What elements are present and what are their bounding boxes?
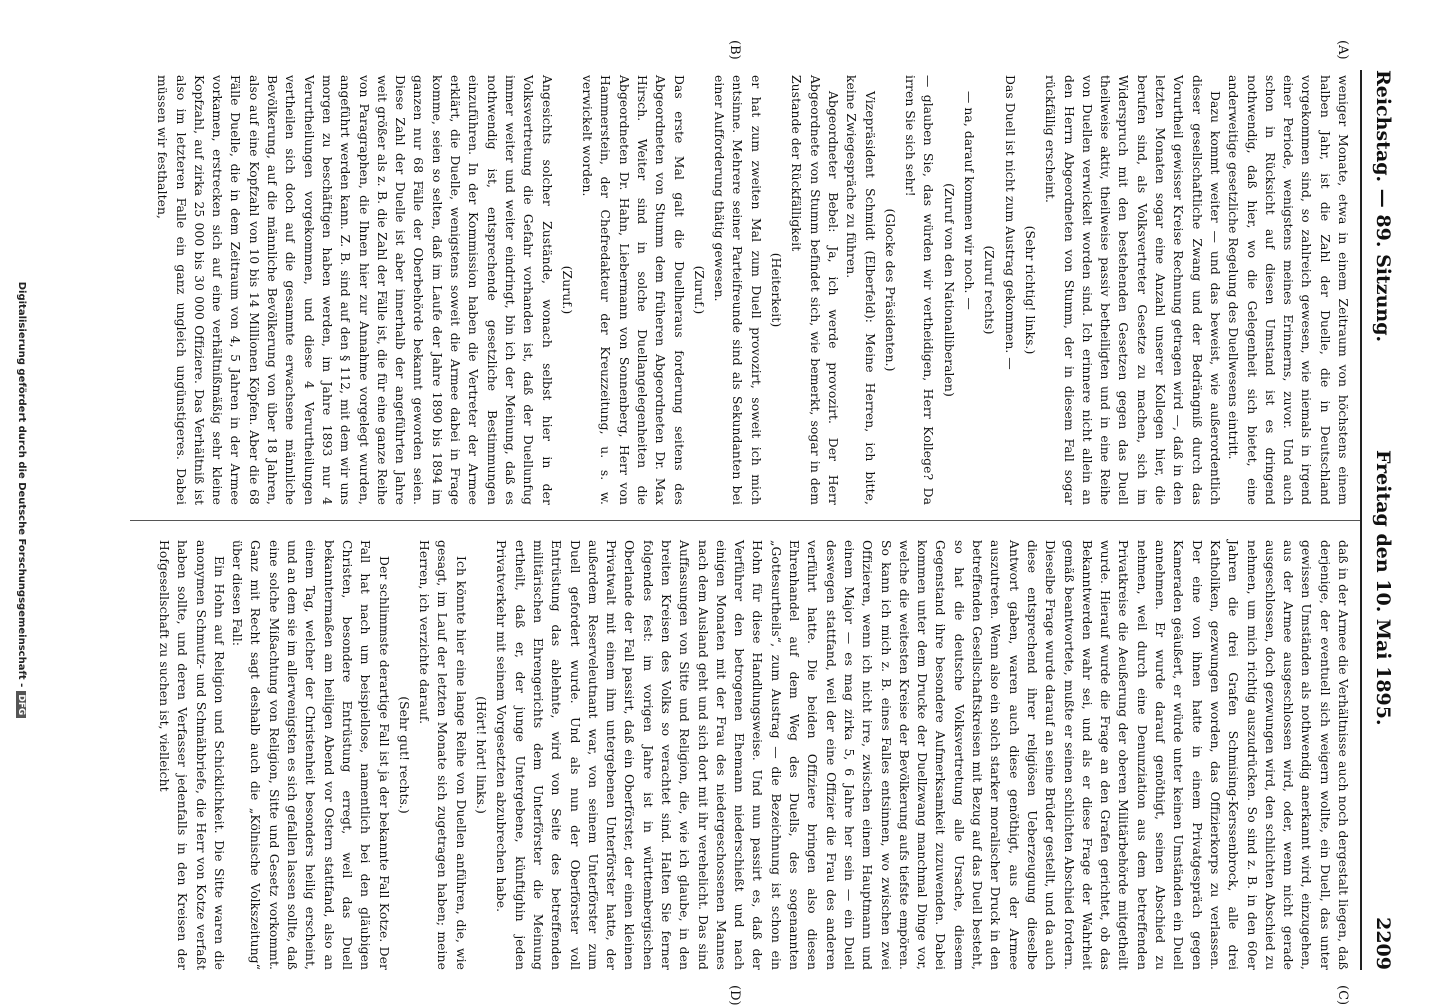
quotation: Ein Hohn auf Religion und Schicklichkeit. Die Sitte waren die anonymen Schmutz- und Schmähbriefe, die Herr von Kotze verfaßt haben sollte, und deren Verfasser jedenfalls in den Kreisen der Hofgesellschaft zu suchen ist, vielleicht [157, 540, 226, 970]
dfg-logo: DFG [16, 691, 26, 718]
interjection: (Heiterkeit) [769, 252, 784, 328]
interjection: (Zuruf.) [691, 265, 706, 315]
right-column [155, 540, 1352, 970]
digitization-footer [16, 0, 27, 1000]
header-rule [1360, 70, 1362, 970]
paragraph: Dazu kommt weiter — und das beweist, wie außerordentlich dieser gesellschaftliche Zwang und der Bedrängniß durch das Vorurtheil gewisser Kreise Rechnung getragen wird —, daß in den letzten Monaten sogar eine Anzahl unserer Kollegen hier, die berufen sind, als Volksvertreter Gesetze zu machen, sich im Widerspruch mit den bestehenden Gesetzen gegen das Duell theilweise aktiv, theilweise passiv betheiligten und in eine Reihe von Duellen verwickelt worden sind. Ich erinnere nicht allein an den Herrn Abgeordneten von Stumm, der in diesem Fall sogar rückfällig erscheint. [1043, 75, 1222, 505]
paragraph: — na, darauf kommen wir noch. — [962, 91, 977, 310]
margin-marker-d: (D) [727, 985, 742, 1006]
margin-marker-c: (C) [1335, 985, 1350, 1006]
footer-text: Digitalisierung gefördert durch die Deutsche Forschungsgemeinschaft - [16, 281, 27, 688]
paragraph: Abgeordneter Bebel: Ja, ich werde provozirt. Der Herr Abgeordnete von Stumm befindet sich, wie bemerkt, sogar in dem Zustande der Rückfälligkeit [789, 75, 840, 505]
interjection: (Glocke des Präsidenten.) [882, 208, 897, 372]
interjection: (Hört! hört! links.) [474, 696, 489, 814]
interjection: (Zuruf von den Nationalliberalen) [941, 183, 956, 397]
paragraph: er hat zum zweiten Mal zum Duell provozirt, soweit ich mich entsinne. Mehrere seiner Parteifreunde sind als Sekundanten bei einer Aufforderung thätig gewesen. [712, 75, 763, 505]
page-header [1362, 70, 1402, 970]
header-page-number: 2209 [1372, 917, 1394, 970]
paragraph: Ich könnte hier eine lange Reihe von Duellen anführen, die, wie gesagt, im Lauf der letzten Monate sich zugetragen haben; meine Herren, ich verzichte darauf. [417, 540, 468, 970]
paragraph: Das erste Mal galt die Duellheraus forderung seitens des Abgeordneten von Stumm dem früheren Abgeordneten Dr. Max Hirsch. Weiter sind in solche Duellangelegenheiten die Abgeordneten Dr. Hahn, Liebermann von Sonnenberg, Herr von Hammerstein, der Chefredakteur der Kreuzzeitung, u. s. w. verwickelt worden. [580, 75, 686, 505]
paragraph: Das Duell ist nicht zum Austrag gekommen. — [1002, 75, 1017, 370]
margin-marker-b: (B) [727, 40, 742, 60]
header-session: Reichstag. — 89. Sitzung. [1372, 70, 1394, 343]
paragraph: Angesichts solcher Zustände, wonach selbst hier in der Volksvertretung die Gefahr vorhanden ist, daß der Duellunfug immer weiter und weiter eindringt, bin ich der Meinung, daß es nothwendig ist, entsprechende gesetzliche Bestimmungen einzuführen. In der Kommission haben die Vertreter der Armee erklärt, die Duelle, wenigstens soweit die Armee dabei in Frage komme, seien so selten, daß im Laufe der Jahre 1890 bis 1894 im ganzen nur 68 Fälle der Oberbehörde bekannt geworden seien. Diese Zahl der Duelle ist aber innerhalb der angeführten Jahre weit größer als z. B. die Zahl der Fälle ist, die für eine ganze Reihe von Paragraphen, die Ihnen hier zur Annahme vorgelegt wurden, angeführt werden kann. Z. B. sind auf den § 112, mit dem wir uns morgen zu beschäftigen haben werden, im Jahre 1893 nur 4 Verurtheilungen vorgekommen, und diese 4 Verurtheilungen vertheilen sich doch auf die gesammte erwachsene männliche Bevölkerung, auf die männliche Bevölkerung von über 18 Jahren, also auf eine Kopfzahl von 10 bis 14 Millionen Köpfen. Aber die 68 Fälle Duelle, die in dem Zeitraum von 4, 5 Jahren in der Armee vorkamen, erstrecken sich auf eine verhältnißmäßig sehr kleine Kopfzahl, auf zirka 25 000 bis 30 000 Offiziere. Das Verhältniß ist also im letzteren Falle ein ganz ungleich ungünstigeres. Dabei müssen wir festhalten, [155, 75, 554, 505]
interjection: (Sehr gut! rechts.) [396, 696, 411, 814]
interjection: (Zuruf.) [559, 265, 574, 315]
interjection: (Sehr richtig! links.) [1022, 225, 1037, 355]
paragraph: daß in der Armee die Verhältnisse auch noch dergestalt liegen, daß derjenige, der eventuell sich weigern wollte, ein Duell, das unter gewissen Umständen als nothwendig anerkannt wird, einzugehen, aus der Armee ausgeschlossen wird, oder, wenn nicht gerade ausgeschlossen, doch gezwungen wird, den schlichten Abschied zu nehmen, um mich richtig auszudrücken. So sind z. B. in den 60er Jahren die drei Grafen Schmising-Kerssenbrock, alle drei Katholiken, gezwungen worden, das Offizierkorps zu verlassen. Der eine von ihnen hatte in einem Privatgespräch gegen Kameraden geäußert, er würde unter keinen Umständen ein Duell annehmen. Er wurde darauf genöthigt, seinen Abschied zu nehmen, weil durch eine Denunziation aus dem betreffenden Privatkreise die Aeußerung der oberen Militärbehörde mitgetheilt wurde. Hierauf wurde die Frage an den Grafen gerichtet, ob das Bekanntwerden wahr sei, und als er diese Frage der Wahrheit gemäß beantwortete, mußte er seinen schlichten Abschied fordern. Dieselbe Frage wurde darauf an seine Brüder gestellt, und da auch diese entsprechend ihrer religiösen Ueberzeugung dieselbe Antwort gaben, waren auch diese genöthigt, aus der Armee auszutreten. Wenn also ein solch starker moralischer Druck in den betreffenden Gesellschaftskreisen mit Bezug auf das Duell besteht, so hat die deutsche Volksvertretung alle Ursache, diesem Gegenstand ihre besondere Aufmerksamkeit zuzuwenden. Dabei kommen unter dem Drucke der Duellzwang manchmal Dinge vor, welche die weitesten Kreise der Bevölkerung aufs tiefste empören. So kann ich mich z. B. eines Falles entsinnen, wo zwischen zwei Offizieren, wenn ich nicht irre, zwischen einem Hauptmann und einem Major — es mag zirka 5, 6 Jahre her sein — ein Duell deswegen stattfand, weil der eine Offizier die Frau des anderen verführt hatte. Die beiden Offiziere bringen also diesen Ehrenhandel auf dem Weg des Duells, des sogenannten „Gottesurtheils“, zum Austrag — die Bezeichnung ist schon ein Hohn für diese Handlungsweise. Und nun passirt es, daß der Verführer den betrogenen Ehemann niederschießt und nach einigen Monaten mit der Frau des niedergeschossenen Mannes nach dem Ausland geht und sich dort mit ihr verehelicht. Das sind Auffassungen von Sitte und Religion, die, wie ich glaube, in den breiten Kreisen des Volks so verachtet sind. Halten Sie ferner folgendes fest: im vorigen Jahre ist in württembergischen Oberlande der Fall passirt, daß ein Oberförster, der einen kleinen Privatwalt mit einem ihm untergebenen Unterförster hatte, der außerdem Reserveleutnant war, von seinem Unterförster zum Duell gefordert wurde. Und als nun der Oberförster voll Entrüstung das ablehnte, wird von Seite des betreffenden militärischen Ehrengerichts dem Unterförster die Meinung ertheilt, daß er, der junge Untergebene, künftighin jeden Privatverkehr mit seinem Vorgesetzten abzubrechen habe. [494, 540, 1350, 970]
paragraph: Vizepräsident Schmidt (Elberfeld): Meine Herren, ich bitte, keine Zwiegespräche zu führen. [844, 75, 877, 505]
header-date: Freitag den 10. Mai 1895. [1372, 450, 1394, 726]
interjection: (Zuruf rechts) [982, 245, 997, 335]
margin-marker-a: (A) [1335, 40, 1350, 60]
paragraph: weniger Monate, etwa in einem Zeitraum von höchstens einem halben Jahr, ist die Zahl der Duelle, die in Deutschland vorgekommen sind, so zahlreich gewesen, wie niemals in irgend einer Periode, wenigstens meines Erinnerns, zuvor. Und auch schon in Rücksicht auf diesen Umstand ist es dringend nothwendig, daß hier, wo die Gelegenheit sich bietet, eine anderweitige gesetzliche Regelung des Duellwesens eintritt. [1226, 75, 1350, 505]
paragraph: — glauben Sie, das würden wir vertheidigen, Herr Kollege? Da irren Sie sich sehr! [903, 75, 936, 505]
left-column [153, 75, 1352, 505]
paragraph: Der schlimmste derartige Fall ist ja der bekannte Fall Kotze. Der Fall hat nach um beispiellose, namentlich bei den gläubigen Christen, besondere Entrüstung erregt, weil das Duell bekanntermaßen am heiligen Abend vor Ostern stattfand, also an einem Tag, welcher der Christenheit besonders heilig erscheint, und an dem sie im allerwenigsten es sich gefallen lassen sollte, daß eine solche Mißachtung von Religion, Sitte und Gesetz vorkommt. Ganz mit Recht sagt deshalb auch die „Kölnische Volkszeitung“ über diesen Fall: [230, 540, 391, 970]
column-divider [130, 520, 1360, 521]
